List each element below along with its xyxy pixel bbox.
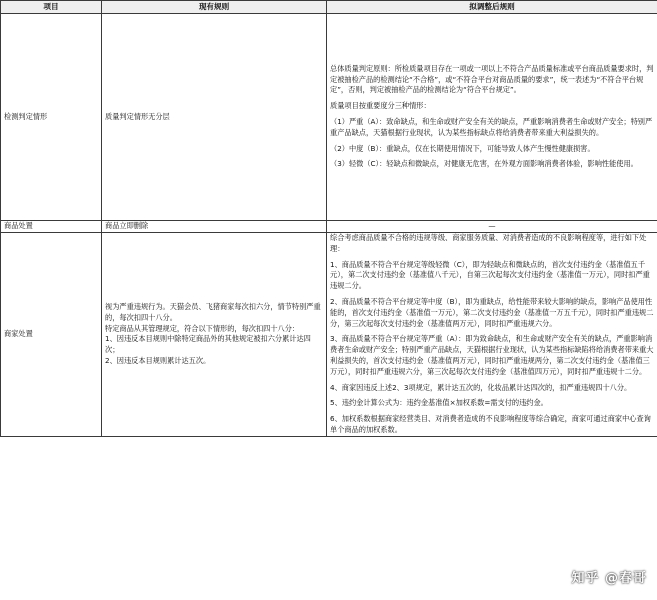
proposed-paragraph: 总体质量判定原则：所检质量项目存在一项或一项以上不符合产品质量标准或平台商品质量要求时，判定被抽检产品的检测结论“不合格”，或“不符合平台对商品质量的要求”，统一表述为“不符合平台规定”，否则，判定被抽检产品的检测结论为“符合平台规定”。 [330,63,654,95]
proposed-paragraph: 质量项目按重要度分三种情形： [330,101,431,111]
header-current-rules: 现有规则 [102,1,327,14]
current-line: 视为严重违规行为。天猫会员、飞猪商家每次扣六分，情节特别严重的，每次扣四十八分。 [105,301,321,322]
current-line: 1、因违反本目规则中除特定商品外的其他规定被扣六分累计达四次； [105,334,311,355]
proposed-paragraph: （1）严重（A）：致命缺点，和生命或财产安全有关的缺点，严重影响消费者生命或财产安全；特别严重产品缺点，天猫根据行业现状，认为某些指标缺点将给消费者带来重大利益损失的。 [330,117,653,137]
row-goods [1,221,657,233]
item-goods: 商品处置 [1,221,102,233]
proposed-paragraph: 2、商品质量不符合平台规定等中度（B），即为重缺点，给性能带来较大影响的缺点，影响产品使用性能的，首次支付违约金（基准值一万元），第二次支付违约金（基准值一万五千元），同时扣严重违规二分，第三次起每次支付违约金（基准值两万元），同时扣严重违规六分。 [330,296,654,328]
item-inspection: 检测判定情形 [1,14,102,221]
proposed-goods: — [327,221,657,233]
header-item: 项目 [1,1,102,14]
row-merchant [1,233,657,437]
proposed-inspection [327,14,657,221]
proposed-paragraph: 3、商品质量不符合平台规定等严重（A）：即为致命缺点，和生命或财产安全有关的缺点，严重影响消费者生命或财产安全；特别严重产品缺点，天猫根据行业现状，认为某些指标缺陷将给消费者带来重大利益损失的，首次支付违约金（基准值两万元），同时扣严重违规两分，第二次支付违约金（基准值三万元），同时扣严重违规六分，第三次起每次支付违约金（基准值四万元），同时扣严重违规十二分。 [330,334,654,376]
header-proposed-rules: 拟调整后规则 [327,1,657,14]
proposed-paragraph: 5、违约金计算公式为：违约金基准值×加权系数=需支付的违约金。 [330,398,548,408]
proposed-paragraph: 4、商家因违反上述2、3项规定，累计达五次的，化妆品累计达四次的，扣严重违规四十八分。 [330,382,632,392]
current-goods: 商品立即删除 [102,221,327,233]
current-line: 2、因违反本目规则累计达五次。 [105,355,211,365]
proposed-paragraph: 1、商品质量不符合平台规定等级轻微（C），即为轻缺点和微缺点的，首次支付违约金（基准值五千元），第二次支付违约金（基准值八千元），自第三次起每次支付违约金（基准值一万元），同时扣严重违规二分。 [330,259,650,291]
proposed-paragraph: （2）中度（B）：重缺点，仅在长期使用情况下，可能导致人体产生慢性健康损害。 [330,143,595,153]
proposed-merchant [327,233,657,437]
current-inspection: 质量判定情形无分层 [102,14,327,221]
current-merchant [102,233,327,437]
proposed-paragraph: 综合考虑商品质量不合格的违规等级、商家服务质量、对消费者造成的不良影响程度等，进行如下处理： [330,233,647,253]
proposed-paragraph: 6、加权系数根据商家经营类目、对消费者造成的不良影响程度等综合确定，商家可通过商家中心查询单个商品的加权系数。 [330,414,651,434]
item-merchant: 商家处置 [1,233,102,437]
current-line: 特定商品从其管理规定，符合以下情形的，每次扣四十八分： [105,323,300,333]
row-inspection [1,14,657,221]
proposed-paragraph: （3）轻微（C）：轻缺点和微缺点，对健康无危害，在外观方面影响消费者体验，影响性能使用。 [330,159,638,169]
watermark: 知乎 @春哥 [571,571,647,586]
table-header-row [1,1,657,14]
